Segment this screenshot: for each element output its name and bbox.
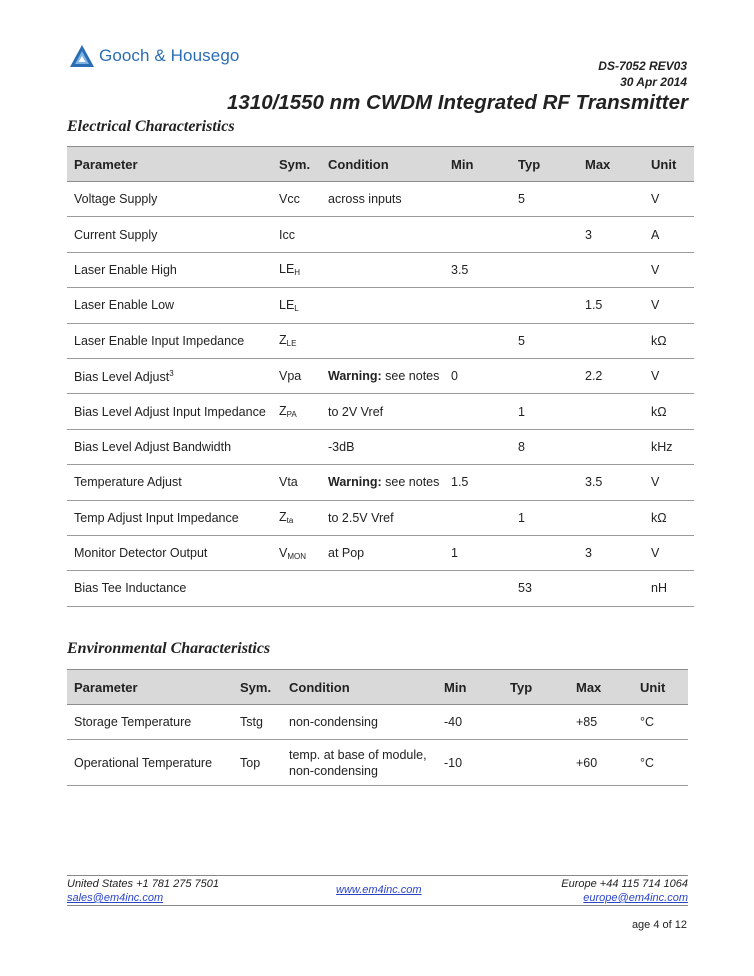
param-name: Monitor Detector Output <box>74 546 208 561</box>
param-cell <box>67 465 272 500</box>
param-name: Laser Enable Input Impedance <box>74 333 245 348</box>
condition-text: at Pop <box>328 546 365 561</box>
typ-cell: 5 <box>511 323 578 358</box>
col-header: Parameter <box>67 670 233 705</box>
param-name: Current Supply <box>74 227 158 242</box>
max-cell: 3.5 <box>578 465 644 500</box>
max-cell <box>578 429 644 464</box>
min-cell <box>444 571 511 606</box>
param-cell <box>67 182 272 217</box>
us-phone: United States +1 781 275 7501 <box>67 878 219 890</box>
condition-warning: Warning: <box>328 475 382 490</box>
param-name: Bias Level Adjust <box>74 369 170 384</box>
param-cell: Operational Temperature <box>67 740 233 786</box>
table-row <box>67 358 694 393</box>
max-cell: 2.2 <box>578 358 644 393</box>
param-cell <box>67 217 272 252</box>
min-cell: -10 <box>437 740 503 786</box>
sym-text: Vpa <box>279 369 302 384</box>
unit-cell: V <box>644 465 694 500</box>
website-link[interactable]: www.em4inc.com <box>336 884 422 896</box>
environmental-section-title: Environmental Characteristics <box>67 640 271 657</box>
unit-cell: V <box>644 252 694 287</box>
sym-text: Z <box>279 404 287 419</box>
min-cell: 1.5 <box>444 465 511 500</box>
min-cell <box>444 429 511 464</box>
sym-cell <box>272 217 321 252</box>
typ-cell <box>511 288 578 323</box>
typ-cell: 1 <box>511 500 578 535</box>
condition-cell <box>321 535 444 570</box>
sym-subscript: MON <box>287 551 307 561</box>
typ-cell <box>511 358 578 393</box>
condition-cell <box>321 182 444 217</box>
param-name: Voltage Supply <box>74 192 158 207</box>
param-cell <box>67 394 272 429</box>
table-row <box>67 740 688 786</box>
condition-cell <box>282 705 437 740</box>
param-cell <box>67 500 272 535</box>
unit-cell: V <box>644 535 694 570</box>
col-header: Unit <box>644 147 694 182</box>
min-cell: 3.5 <box>444 252 511 287</box>
min-cell <box>444 288 511 323</box>
col-header: Parameter <box>67 147 272 182</box>
col-header: Sym. <box>233 670 282 705</box>
unit-cell: kΩ <box>644 323 694 358</box>
col-header: Sym. <box>272 147 321 182</box>
min-cell <box>444 217 511 252</box>
typ-cell <box>503 705 569 740</box>
unit-cell: nH <box>644 571 694 606</box>
table-row <box>67 323 694 358</box>
col-header: Typ <box>503 670 569 705</box>
electrical-section-title: Electrical Characteristics <box>67 118 235 135</box>
max-cell: 1.5 <box>578 288 644 323</box>
footer-eu <box>561 877 688 905</box>
table-row <box>67 429 694 464</box>
footer-us <box>67 877 219 905</box>
table-header-row <box>67 670 688 705</box>
col-header: Condition <box>282 670 437 705</box>
condition-cell <box>321 288 444 323</box>
sym-cell: Top <box>233 740 282 786</box>
max-cell <box>578 394 644 429</box>
table-row <box>67 571 694 606</box>
sym-cell <box>272 465 321 500</box>
param-cell: Storage Temperature <box>67 705 233 740</box>
sym-cell <box>272 535 321 570</box>
col-header: Typ <box>511 147 578 182</box>
footer-divider <box>67 875 688 876</box>
company-name: Gooch & Housego <box>99 46 240 65</box>
sym-cell <box>272 182 321 217</box>
param-name: Laser Enable High <box>74 262 177 277</box>
max-cell: 3 <box>578 535 644 570</box>
typ-cell: 1 <box>511 394 578 429</box>
max-cell <box>578 571 644 606</box>
unit-cell: kΩ <box>644 500 694 535</box>
table-row <box>67 535 694 570</box>
typ-cell: 5 <box>511 182 578 217</box>
sym-cell <box>272 571 321 606</box>
footer-website <box>336 883 422 897</box>
table-row <box>67 705 688 740</box>
typ-cell: 8 <box>511 429 578 464</box>
unit-cell: kHz <box>644 429 694 464</box>
condition-text: see notes <box>381 475 440 490</box>
max-cell <box>578 500 644 535</box>
condition-cell <box>321 465 444 500</box>
condition-warning: Warning: <box>328 369 382 384</box>
condition-cell <box>321 252 444 287</box>
condition-text: -3dB <box>328 439 355 454</box>
col-header: Condition <box>321 147 444 182</box>
typ-cell: 53 <box>511 571 578 606</box>
condition-cell <box>282 740 437 786</box>
condition-cell <box>321 500 444 535</box>
sym-cell <box>272 288 321 323</box>
col-header: Unit <box>633 670 688 705</box>
sym-subscript: PA <box>286 410 297 420</box>
sym-cell <box>272 500 321 535</box>
sym-text: Z <box>279 510 287 525</box>
min-cell <box>444 394 511 429</box>
page-number: age 4 of 12 <box>631 919 687 931</box>
sym-cell <box>272 394 321 429</box>
table-row <box>67 182 694 217</box>
sym-text: LE <box>279 262 295 277</box>
condition-line: non-condensing <box>289 763 378 778</box>
condition-cell <box>321 571 444 606</box>
table-row <box>67 394 694 429</box>
max-cell <box>578 323 644 358</box>
param-name: Bias Level Adjust Input Impedance <box>74 404 266 419</box>
max-cell <box>578 252 644 287</box>
unit-cell: A <box>644 217 694 252</box>
doc-date: 30 Apr 2014 <box>620 75 687 89</box>
param-name: Temp Adjust Input Impedance <box>74 510 239 525</box>
param-cell <box>67 323 272 358</box>
typ-cell <box>511 465 578 500</box>
table-row <box>67 288 694 323</box>
environmental-table <box>67 669 688 786</box>
sym-cell <box>272 358 321 393</box>
doc-number: DS-7052 REV03 <box>598 59 687 73</box>
page-title: 1310/1550 nm CWDM Integrated RF Transmitter <box>227 91 688 114</box>
param-cell <box>67 571 272 606</box>
sym-text: V <box>279 545 288 560</box>
eu-phone: Europe +44 115 714 1064 <box>561 878 688 890</box>
table-row <box>67 465 694 500</box>
min-cell <box>444 182 511 217</box>
typ-cell <box>511 217 578 252</box>
condition-text: to 2V Vref <box>328 404 384 419</box>
sym-cell <box>272 429 321 464</box>
footer-divider-bottom <box>67 905 688 906</box>
min-cell <box>444 323 511 358</box>
condition-cell <box>321 217 444 252</box>
unit-cell: V <box>644 288 694 323</box>
param-cell <box>67 535 272 570</box>
col-header: Max <box>578 147 644 182</box>
param-cell <box>67 358 272 393</box>
table-row <box>67 217 694 252</box>
condition-text: across inputs <box>328 192 402 207</box>
sym-subscript: LE <box>286 339 297 349</box>
doc-info <box>598 58 687 90</box>
condition-line: temp. at base of module, <box>289 747 427 762</box>
condition-cell <box>321 429 444 464</box>
param-cell <box>67 252 272 287</box>
sym-cell <box>272 323 321 358</box>
condition-cell <box>321 394 444 429</box>
param-name: Bias Tee Inductance <box>74 581 187 596</box>
sym-cell: Tstg <box>233 705 282 740</box>
max-cell <box>578 182 644 217</box>
min-cell: 0 <box>444 358 511 393</box>
max-cell: +60 <box>569 740 633 786</box>
logo-mark-icon <box>69 44 95 68</box>
sym-text: Vcc <box>279 192 300 207</box>
sym-text: Icc <box>279 227 295 242</box>
sym-text: Vta <box>279 475 298 490</box>
unit-cell: kΩ <box>644 394 694 429</box>
condition-cell <box>321 323 444 358</box>
param-footnote: 3 <box>169 368 174 378</box>
min-cell: 1 <box>444 535 511 570</box>
condition-text: to 2.5V Vref <box>328 510 394 525</box>
table-row <box>67 252 694 287</box>
table-header-row <box>67 147 694 182</box>
unit-cell: °C <box>633 740 688 786</box>
unit-cell: V <box>644 182 694 217</box>
unit-cell: V <box>644 358 694 393</box>
col-header: Max <box>569 670 633 705</box>
param-cell <box>67 429 272 464</box>
typ-cell <box>511 535 578 570</box>
sym-subscript: ta <box>286 516 294 526</box>
param-name: Bias Level Adjust Bandwidth <box>74 439 232 454</box>
param-name: Laser Enable Low <box>74 298 175 313</box>
table-row <box>67 500 694 535</box>
condition-line: non-condensing <box>289 715 378 729</box>
eu-email-link[interactable]: europe@em4inc.com <box>583 892 688 904</box>
max-cell: +85 <box>569 705 633 740</box>
company-logo <box>69 44 239 68</box>
sym-subscript: L <box>294 303 299 313</box>
col-header: Min <box>444 147 511 182</box>
typ-cell <box>511 252 578 287</box>
sym-text: LE <box>279 297 295 312</box>
col-header: Min <box>437 670 503 705</box>
sym-subscript: H <box>294 268 301 278</box>
param-cell <box>67 288 272 323</box>
max-cell: 3 <box>578 217 644 252</box>
condition-cell <box>321 358 444 393</box>
typ-cell <box>503 740 569 786</box>
param-name: Temperature Adjust <box>74 475 182 490</box>
sym-cell <box>272 252 321 287</box>
us-email-link[interactable]: sales@em4inc.com <box>67 892 164 904</box>
min-cell <box>444 500 511 535</box>
condition-text: see notes <box>381 369 440 384</box>
sym-text: Z <box>279 333 287 348</box>
electrical-table <box>67 146 694 607</box>
min-cell: -40 <box>437 705 503 740</box>
unit-cell: °C <box>633 705 688 740</box>
